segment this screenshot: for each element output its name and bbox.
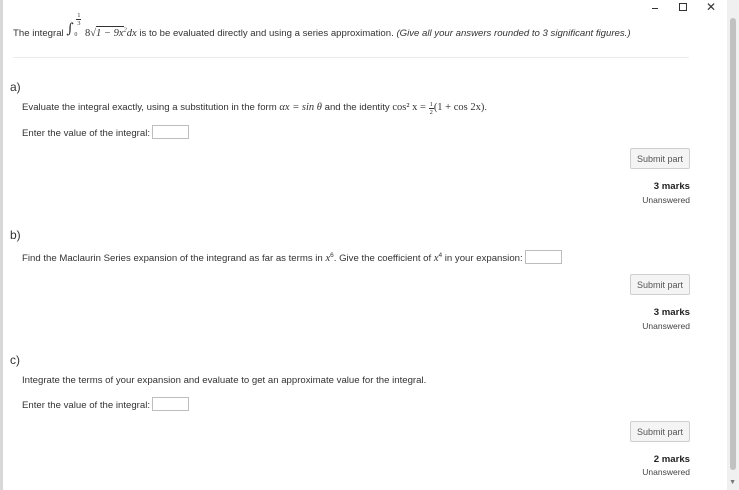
vertical-scrollbar[interactable] [727, 0, 739, 490]
scroll-down-arrow-icon[interactable]: ▼ [729, 479, 736, 486]
close-button[interactable] [697, 0, 725, 14]
part-a-marks: 3 marks [653, 181, 690, 192]
part-b-marks: 3 marks [653, 307, 690, 318]
part-b-answer-input[interactable] [525, 250, 562, 264]
maximize-button[interactable] [669, 0, 697, 14]
minimize-icon [652, 8, 658, 9]
statement-lead: The integral [13, 28, 64, 39]
part-c-answer-label: Enter the value of the integral: [22, 400, 150, 411]
part-c-label: c) [10, 353, 20, 367]
part-b-submit-button[interactable]: Submit part [630, 274, 690, 295]
part-b-instruction: Find the Maclaurin Series expansion of the integrand as far as terms in $x^6$. Give the coefficient of $x^4$ in your expansion: [22, 250, 562, 264]
part-a-submit-button[interactable]: Submit part [630, 148, 690, 169]
statement-rest: is to be evaluated directly and using a series approximation. [139, 28, 394, 39]
statement-divider [13, 57, 689, 58]
part-c-instruction: Integrate the terms of your expansion and evaluate to get an approximate value for the integral. [22, 375, 427, 386]
window-controls [641, 0, 725, 14]
close-icon: ✕ [705, 0, 717, 14]
part-a-answer-label: Enter the value of the integral: [22, 128, 150, 139]
part-c-answer-input[interactable] [152, 397, 189, 411]
part-a-answer-row [22, 125, 189, 139]
scrollbar-thumb[interactable] [730, 18, 736, 470]
part-c-marks: 2 marks [653, 454, 690, 465]
part-a-status: Unanswered [642, 195, 690, 205]
statement-note: (Give all your answers rounded to 3 significant figures.) [396, 28, 631, 39]
part-b-label: b) [10, 228, 21, 242]
part-a-label: a) [10, 80, 21, 94]
part-b-status: Unanswered [642, 321, 690, 331]
question-statement: The integral ∫ 1 3 0 $8√1 - 9x^2dx$ is to be evaluated directly and using a series approximation. (Give all your answers rounded to 3 significant figures.) [13, 12, 631, 39]
part-c-answer-row [22, 397, 189, 411]
part-a-answer-input[interactable] [152, 125, 189, 139]
maximize-icon [679, 3, 687, 11]
left-edge-bar [0, 0, 3, 490]
part-c-submit-button[interactable]: Submit part [630, 421, 690, 442]
minimize-button[interactable] [641, 0, 669, 14]
integral-symbol: ∫ 1 3 0 [66, 12, 81, 38]
part-c-status: Unanswered [642, 467, 690, 477]
part-a-instruction: Evaluate the integral exactly, using a substitution in the form αx = sin θ and the identity cos² x = $\frac{1}{2}$ (1 + cos 2x). [22, 101, 488, 116]
